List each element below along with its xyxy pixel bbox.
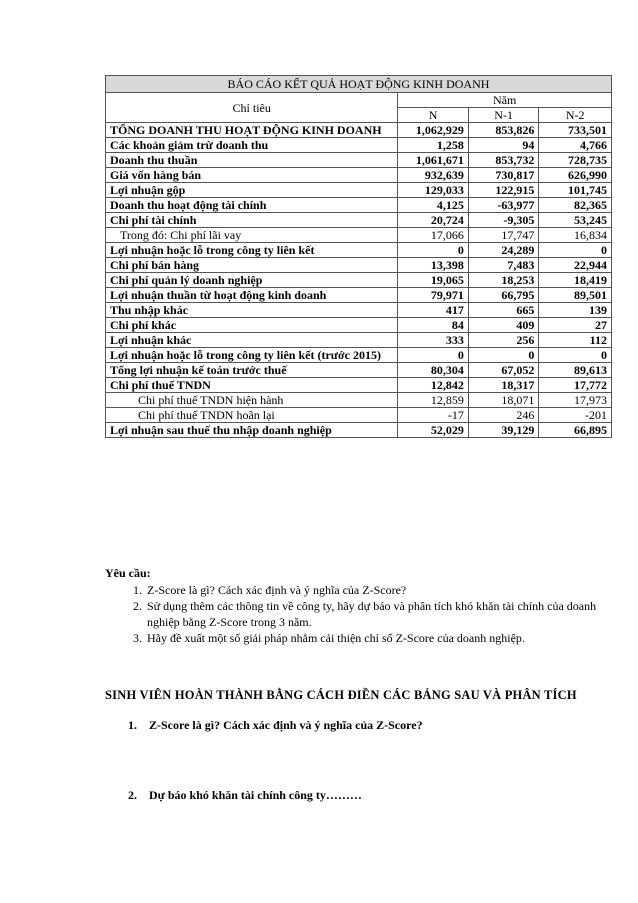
row-label: Chi phí tài chính (106, 213, 398, 228)
row-value: -201 (539, 408, 612, 423)
row-label: Lợi nhuận gộp (106, 183, 398, 198)
row-value: 626,990 (539, 168, 612, 183)
table-row (106, 198, 612, 213)
row-value: 7,483 (468, 258, 539, 273)
row-label: Chi phí quản lý doanh nghiệp (106, 273, 398, 288)
question-number: 2. (128, 788, 137, 802)
row-value: 122,915 (468, 183, 539, 198)
row-value: 1,258 (398, 138, 469, 153)
row-value: 0 (468, 348, 539, 363)
section-title: SINH VIÊN HOÀN THÀNH BẰNG CÁCH ĐIỀN CÁC BẢNG SAU VÀ PHÂN TÍCH (105, 688, 577, 702)
table-row (106, 318, 612, 333)
row-value: 0 (398, 243, 469, 258)
row-value: -9,305 (468, 213, 539, 228)
row-value: 82,365 (539, 198, 612, 213)
row-value: 112 (539, 333, 612, 348)
row-label: Lợi nhuận hoặc lỗ trong công ty liên kết (106, 243, 398, 258)
row-value: 4,125 (398, 198, 469, 213)
row-label: Chi phí bán hàng (106, 258, 398, 273)
row-value: 18,317 (468, 378, 539, 393)
row-label: Các khoản giảm trừ doanh thu (106, 138, 398, 153)
table-row (106, 363, 612, 378)
row-value: 0 (539, 348, 612, 363)
row-label: Thu nhập khác (106, 303, 398, 318)
row-label: Chi phí thuế TNDN hoãn lại (106, 408, 398, 423)
table-row (106, 288, 612, 303)
row-value: 79,971 (398, 288, 469, 303)
question-2 (128, 788, 362, 803)
row-label: Lợi nhuận sau thuế thu nhập doanh nghiệp (106, 423, 398, 438)
row-value: 12,859 (398, 393, 469, 408)
table-body (106, 123, 612, 438)
row-value: 53,245 (539, 213, 612, 228)
row-value: 1,062,929 (398, 123, 469, 138)
row-value: 139 (539, 303, 612, 318)
row-value: 89,501 (539, 288, 612, 303)
table-row (106, 243, 612, 258)
table-row (106, 228, 612, 243)
row-label: Trong đó: Chi phí lãi vay (106, 228, 398, 243)
row-label: Tổng lợi nhuận kế toán trước thuế (106, 363, 398, 378)
row-value: 22,944 (539, 258, 612, 273)
row-value: 0 (398, 348, 469, 363)
header-indicator: Chỉ tiêu (106, 93, 398, 123)
row-value: 853,732 (468, 153, 539, 168)
row-value: 17,973 (539, 393, 612, 408)
table-row (106, 258, 612, 273)
row-value: 94 (468, 138, 539, 153)
row-value: 20,724 (398, 213, 469, 228)
income-statement-table (105, 75, 612, 438)
table-row (106, 213, 612, 228)
header-col-n2: N-2 (539, 108, 612, 123)
row-value: 18,253 (468, 273, 539, 288)
row-label: Giá vốn hàng bán (106, 168, 398, 183)
row-value: 16,834 (539, 228, 612, 243)
row-label: TỔNG DOANH THU HOẠT ĐỘNG KINH DOANH (106, 123, 398, 138)
row-value: 733,501 (539, 123, 612, 138)
table-row (106, 393, 612, 408)
row-value: 66,795 (468, 288, 539, 303)
row-value: -63,977 (468, 198, 539, 213)
row-label: Chi phí thuế TNDN (106, 378, 398, 393)
header-col-n1: N-1 (468, 108, 539, 123)
question-text: Dự báo khó khăn tài chính công ty……… (149, 788, 362, 802)
row-value: 101,745 (539, 183, 612, 198)
requirements-block (105, 565, 605, 646)
row-value: 13,398 (398, 258, 469, 273)
row-value: 12,842 (398, 378, 469, 393)
row-label: Chi phí khác (106, 318, 398, 333)
row-value: 18,071 (468, 393, 539, 408)
requirements-title: Yêu cầu: (105, 566, 151, 580)
row-value: 18,419 (539, 273, 612, 288)
row-value: 246 (468, 408, 539, 423)
table-row (106, 408, 612, 423)
row-label: Lợi nhuận khác (106, 333, 398, 348)
table-row (106, 348, 612, 363)
row-value: 1,061,671 (398, 153, 469, 168)
row-value: 853,826 (468, 123, 539, 138)
requirement-item: 2. Sử dụng thêm các thông tin về công ty, hãy dự báo và phân tích khó khăn tài chính của doanh nghiệp bằng Z-Score trong 3 năm. (145, 598, 605, 630)
question-1 (128, 718, 423, 733)
requirement-item: 3. Hãy đề xuất một số giải pháp nhằm cải thiện chỉ số Z-Score của doanh nghiệp. (145, 630, 605, 646)
row-value: 89,613 (539, 363, 612, 378)
row-label: Lợi nhuận hoặc lỗ trong công ty liên kết (trước 2015) (106, 348, 398, 363)
row-label: Chi phí thuế TNDN hiện hành (106, 393, 398, 408)
header-year: Năm (398, 93, 612, 108)
row-value: 67,052 (468, 363, 539, 378)
row-value: 17,747 (468, 228, 539, 243)
row-value: 19,065 (398, 273, 469, 288)
row-value: 665 (468, 303, 539, 318)
table-row (106, 153, 612, 168)
row-label: Doanh thu thuần (106, 153, 398, 168)
row-value: 66,895 (539, 423, 612, 438)
row-value: 39,129 (468, 423, 539, 438)
row-label: Doanh thu hoạt động tài chính (106, 198, 398, 213)
row-value: 84 (398, 318, 469, 333)
row-value: 17,066 (398, 228, 469, 243)
table-row (106, 378, 612, 393)
row-value: -17 (398, 408, 469, 423)
row-label: Lợi nhuận thuần từ hoạt động kinh doanh (106, 288, 398, 303)
question-number: 1. (128, 718, 137, 732)
row-value: 417 (398, 303, 469, 318)
row-value: 932,639 (398, 168, 469, 183)
row-value: 4,766 (539, 138, 612, 153)
table-row (106, 123, 612, 138)
row-value: 333 (398, 333, 469, 348)
row-value: 730,817 (468, 168, 539, 183)
question-text: Z-Score là gì? Cách xác định và ý nghĩa của Z-Score? (149, 718, 423, 732)
header-col-n: N (398, 108, 469, 123)
row-value: 409 (468, 318, 539, 333)
row-value: 17,772 (539, 378, 612, 393)
row-value: 256 (468, 333, 539, 348)
row-value: 27 (539, 318, 612, 333)
table-row (106, 423, 612, 438)
table-row (106, 273, 612, 288)
requirements-list (105, 582, 605, 646)
row-value: 728,735 (539, 153, 612, 168)
table-title: BÁO CÁO KẾT QUẢ HOẠT ĐỘNG KINH DOANH (106, 76, 612, 93)
table-row (106, 138, 612, 153)
row-value: 129,033 (398, 183, 469, 198)
row-value: 80,304 (398, 363, 469, 378)
table-row (106, 303, 612, 318)
row-value: 0 (539, 243, 612, 258)
requirement-item: 1. Z-Score là gì? Cách xác định và ý nghĩa của Z-Score? (145, 582, 605, 598)
table-row (106, 168, 612, 183)
table-row (106, 183, 612, 198)
table-row (106, 333, 612, 348)
row-value: 24,289 (468, 243, 539, 258)
row-value: 52,029 (398, 423, 469, 438)
